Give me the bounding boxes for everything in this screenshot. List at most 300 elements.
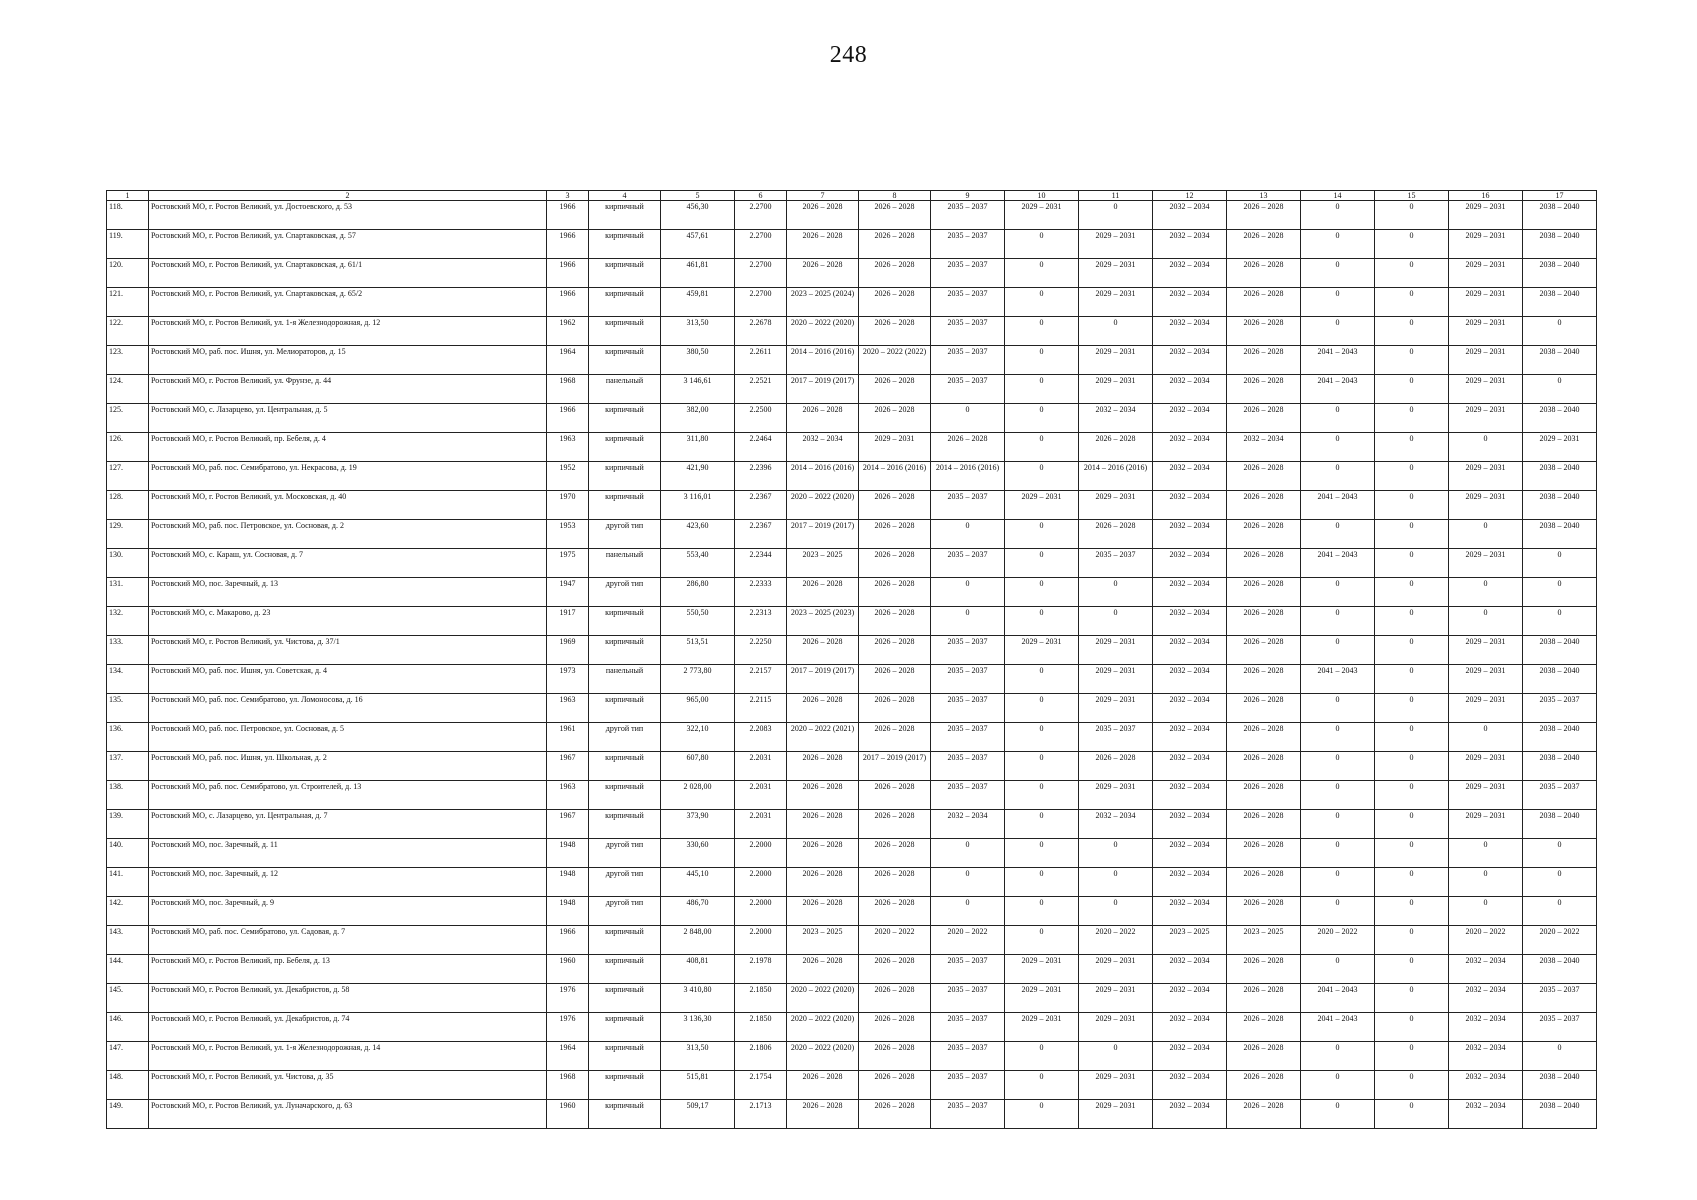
schedule-cell: 0 [1301, 201, 1375, 230]
schedule-cell: 0 [1301, 1071, 1375, 1100]
schedule-cell: 2032 – 2034 [1449, 984, 1523, 1013]
schedule-cell: 2026 – 2028 [1227, 317, 1301, 346]
row-number-cell: 145. [107, 984, 149, 1013]
area-cell: 313,50 [661, 1042, 735, 1071]
priority-index-cell: 2.2678 [735, 317, 787, 346]
wall-material-cell: другой тип [589, 520, 661, 549]
schedule-cell: 0 [1301, 230, 1375, 259]
column-number-cell: 7 [787, 191, 859, 201]
year-built-cell: 1948 [547, 868, 589, 897]
schedule-cell: 0 [1375, 694, 1449, 723]
schedule-cell: 2029 – 2031 [1449, 346, 1523, 375]
schedule-cell: 2035 – 2037 [931, 1013, 1005, 1042]
priority-index-cell: 2.2250 [735, 636, 787, 665]
schedule-cell: 2026 – 2028 [1227, 230, 1301, 259]
address-cell: Ростовский МО, раб. пос. Семибратово, ул. Ломоносова, д. 16 [149, 694, 547, 723]
schedule-cell: 2035 – 2037 [931, 259, 1005, 288]
schedule-cell: 0 [1301, 288, 1375, 317]
schedule-cell: 2029 – 2031 [1449, 781, 1523, 810]
table-row [107, 665, 1597, 694]
schedule-cell: 2038 – 2040 [1523, 636, 1597, 665]
schedule-cell: 2020 – 2022 (2020) [787, 317, 859, 346]
year-built-cell: 1963 [547, 694, 589, 723]
schedule-cell: 2026 – 2028 [859, 897, 931, 926]
table-row [107, 433, 1597, 462]
schedule-cell: 2026 – 2028 [1227, 752, 1301, 781]
schedule-cell: 0 [1375, 665, 1449, 694]
schedule-cell: 2026 – 2028 [859, 868, 931, 897]
schedule-cell: 2029 – 2031 [859, 433, 931, 462]
row-number-cell: 130. [107, 549, 149, 578]
priority-index-cell: 2.1754 [735, 1071, 787, 1100]
schedule-cell: 2029 – 2031 [1449, 549, 1523, 578]
area-cell: 2 773,80 [661, 665, 735, 694]
table-row [107, 839, 1597, 868]
schedule-cell: 2038 – 2040 [1523, 665, 1597, 694]
area-cell: 457,61 [661, 230, 735, 259]
schedule-cell: 0 [1301, 810, 1375, 839]
schedule-cell: 2032 – 2034 [1153, 549, 1227, 578]
priority-index-cell: 2.2700 [735, 288, 787, 317]
housing-register-table [106, 190, 1597, 1129]
schedule-cell: 2038 – 2040 [1523, 1071, 1597, 1100]
wall-material-cell: кирпичный [589, 636, 661, 665]
schedule-cell: 0 [1375, 607, 1449, 636]
schedule-cell: 2026 – 2028 [787, 259, 859, 288]
address-cell: Ростовский МО, раб. пос. Ишня, ул. Мелиораторов, д. 15 [149, 346, 547, 375]
schedule-cell: 0 [1005, 1042, 1079, 1071]
area-cell: 373,90 [661, 810, 735, 839]
schedule-cell: 2029 – 2031 [1079, 781, 1153, 810]
schedule-cell: 2026 – 2028 [1227, 868, 1301, 897]
year-built-cell: 1961 [547, 723, 589, 752]
area-cell: 459,81 [661, 288, 735, 317]
row-number-cell: 118. [107, 201, 149, 230]
table-row [107, 984, 1597, 1013]
schedule-cell: 0 [1079, 1042, 1153, 1071]
schedule-cell: 2029 – 2031 [1449, 636, 1523, 665]
row-number-cell: 137. [107, 752, 149, 781]
wall-material-cell: кирпичный [589, 1013, 661, 1042]
schedule-cell: 2017 – 2019 (2017) [787, 665, 859, 694]
address-cell: Ростовский МО, г. Ростов Великий, ул. Достоевского, д. 53 [149, 201, 547, 230]
schedule-cell: 2032 – 2034 [1079, 810, 1153, 839]
year-built-cell: 1968 [547, 375, 589, 404]
schedule-cell: 2032 – 2034 [1153, 984, 1227, 1013]
schedule-cell: 2032 – 2034 [1153, 955, 1227, 984]
schedule-cell: 0 [1005, 810, 1079, 839]
row-number-cell: 133. [107, 636, 149, 665]
address-cell: Ростовский МО, г. Ростов Великий, ул. Декабристов, д. 74 [149, 1013, 547, 1042]
schedule-cell: 2026 – 2028 [859, 781, 931, 810]
wall-material-cell: кирпичный [589, 810, 661, 839]
schedule-cell: 2026 – 2028 [1227, 810, 1301, 839]
priority-index-cell: 2.2000 [735, 897, 787, 926]
schedule-cell: 2026 – 2028 [859, 230, 931, 259]
row-number-cell: 119. [107, 230, 149, 259]
schedule-cell: 0 [1301, 404, 1375, 433]
row-number-cell: 147. [107, 1042, 149, 1071]
area-cell: 461,81 [661, 259, 735, 288]
schedule-cell: 2029 – 2031 [1523, 433, 1597, 462]
schedule-cell: 2026 – 2028 [1227, 375, 1301, 404]
year-built-cell: 1970 [547, 491, 589, 520]
table-row [107, 752, 1597, 781]
priority-index-cell: 2.2700 [735, 259, 787, 288]
wall-material-cell: кирпичный [589, 607, 661, 636]
year-built-cell: 1973 [547, 665, 589, 694]
schedule-cell: 0 [1375, 491, 1449, 520]
schedule-cell: 2020 – 2022 [859, 926, 931, 955]
column-number-cell: 17 [1523, 191, 1597, 201]
schedule-cell: 2029 – 2031 [1449, 404, 1523, 433]
schedule-cell: 2026 – 2028 [787, 955, 859, 984]
year-built-cell: 1964 [547, 1042, 589, 1071]
schedule-cell: 2035 – 2037 [931, 665, 1005, 694]
schedule-cell: 2035 – 2037 [931, 375, 1005, 404]
schedule-cell: 2017 – 2019 (2017) [859, 752, 931, 781]
table-row [107, 636, 1597, 665]
schedule-cell: 2029 – 2031 [1449, 375, 1523, 404]
schedule-cell: 2035 – 2037 [1523, 781, 1597, 810]
priority-index-cell: 2.2396 [735, 462, 787, 491]
schedule-cell: 2038 – 2040 [1523, 1100, 1597, 1129]
area-cell: 445,10 [661, 868, 735, 897]
schedule-cell: 2035 – 2037 [931, 346, 1005, 375]
schedule-cell: 2035 – 2037 [931, 955, 1005, 984]
schedule-cell: 2026 – 2028 [1227, 491, 1301, 520]
address-cell: Ростовский МО, пос. Заречный, д. 13 [149, 578, 547, 607]
schedule-cell: 2020 – 2022 (2022) [859, 346, 931, 375]
schedule-cell: 2026 – 2028 [859, 955, 931, 984]
schedule-cell: 2026 – 2028 [859, 1013, 931, 1042]
priority-index-cell: 2.2115 [735, 694, 787, 723]
register-sheet [106, 190, 1580, 1129]
schedule-cell: 2032 – 2034 [1153, 810, 1227, 839]
wall-material-cell: кирпичный [589, 694, 661, 723]
schedule-cell: 2014 – 2016 (2016) [859, 462, 931, 491]
area-cell: 286,80 [661, 578, 735, 607]
schedule-cell: 2023 – 2025 [1227, 926, 1301, 955]
priority-index-cell: 2.2700 [735, 201, 787, 230]
schedule-cell: 2041 – 2043 [1301, 549, 1375, 578]
row-number-cell: 124. [107, 375, 149, 404]
schedule-cell: 2029 – 2031 [1079, 1013, 1153, 1042]
schedule-cell: 2026 – 2028 [859, 317, 931, 346]
address-cell: Ростовский МО, г. Ростов Великий, ул. 1-я Железнодорожная, д. 14 [149, 1042, 547, 1071]
address-cell: Ростовский МО, пос. Заречный, д. 9 [149, 897, 547, 926]
schedule-cell: 2023 – 2025 [787, 926, 859, 955]
schedule-cell: 2026 – 2028 [1227, 781, 1301, 810]
row-number-cell: 140. [107, 839, 149, 868]
schedule-cell: 2035 – 2037 [1523, 984, 1597, 1013]
schedule-cell: 0 [1301, 694, 1375, 723]
schedule-cell: 0 [1375, 375, 1449, 404]
schedule-cell: 2026 – 2028 [787, 1100, 859, 1129]
priority-index-cell: 2.2367 [735, 491, 787, 520]
schedule-cell: 2029 – 2031 [1005, 201, 1079, 230]
schedule-cell: 2038 – 2040 [1523, 810, 1597, 839]
schedule-cell: 2026 – 2028 [787, 1071, 859, 1100]
area-cell: 408,81 [661, 955, 735, 984]
schedule-cell: 2032 – 2034 [1079, 404, 1153, 433]
schedule-cell: 2038 – 2040 [1523, 230, 1597, 259]
column-number-cell: 12 [1153, 191, 1227, 201]
table-row [107, 491, 1597, 520]
schedule-cell: 2035 – 2037 [931, 781, 1005, 810]
schedule-cell: 0 [1375, 984, 1449, 1013]
area-cell: 380,50 [661, 346, 735, 375]
schedule-cell: 2020 – 2022 [931, 926, 1005, 955]
schedule-cell: 0 [1449, 607, 1523, 636]
schedule-cell: 2026 – 2028 [787, 201, 859, 230]
column-number-cell: 10 [1005, 191, 1079, 201]
year-built-cell: 1966 [547, 259, 589, 288]
schedule-cell: 2032 – 2034 [1153, 1071, 1227, 1100]
schedule-cell: 0 [1005, 752, 1079, 781]
schedule-cell: 2041 – 2043 [1301, 1013, 1375, 1042]
schedule-cell: 2035 – 2037 [931, 230, 1005, 259]
year-built-cell: 1948 [547, 897, 589, 926]
wall-material-cell: кирпичный [589, 1071, 661, 1100]
schedule-cell: 0 [1523, 317, 1597, 346]
year-built-cell: 1967 [547, 752, 589, 781]
schedule-cell: 2014 – 2016 (2016) [1079, 462, 1153, 491]
schedule-cell: 2026 – 2028 [1227, 955, 1301, 984]
schedule-cell: 2020 – 2022 [1449, 926, 1523, 955]
table-row [107, 201, 1597, 230]
schedule-cell: 2020 – 2022 (2020) [787, 1042, 859, 1071]
schedule-cell: 2029 – 2031 [1449, 230, 1523, 259]
schedule-cell: 2026 – 2028 [859, 288, 931, 317]
area-cell: 513,51 [661, 636, 735, 665]
area-cell: 330,60 [661, 839, 735, 868]
column-number-row [107, 191, 1597, 201]
schedule-cell: 2032 – 2034 [1153, 578, 1227, 607]
year-built-cell: 1963 [547, 781, 589, 810]
schedule-cell: 2038 – 2040 [1523, 462, 1597, 491]
schedule-cell: 2026 – 2028 [1227, 984, 1301, 1013]
row-number-cell: 144. [107, 955, 149, 984]
schedule-cell: 2035 – 2037 [931, 1071, 1005, 1100]
schedule-cell: 2032 – 2034 [1153, 636, 1227, 665]
row-number-cell: 143. [107, 926, 149, 955]
schedule-cell: 2026 – 2028 [1079, 433, 1153, 462]
schedule-cell: 2026 – 2028 [859, 839, 931, 868]
table-row [107, 288, 1597, 317]
column-number-cell: 11 [1079, 191, 1153, 201]
schedule-cell: 2026 – 2028 [859, 1042, 931, 1071]
table-row [107, 404, 1597, 433]
schedule-cell: 2020 – 2022 [1301, 926, 1375, 955]
schedule-cell: 2032 – 2034 [1227, 433, 1301, 462]
schedule-cell: 2038 – 2040 [1523, 520, 1597, 549]
schedule-cell: 0 [1079, 868, 1153, 897]
schedule-cell: 2026 – 2028 [1227, 1042, 1301, 1071]
priority-index-cell: 2.2700 [735, 230, 787, 259]
schedule-cell: 2032 – 2034 [1153, 491, 1227, 520]
schedule-cell: 0 [1375, 288, 1449, 317]
schedule-cell: 2026 – 2028 [1227, 201, 1301, 230]
column-number-cell: 6 [735, 191, 787, 201]
year-built-cell: 1975 [547, 549, 589, 578]
year-built-cell: 1966 [547, 201, 589, 230]
table-row [107, 259, 1597, 288]
schedule-cell: 2026 – 2028 [1227, 607, 1301, 636]
schedule-cell: 2032 – 2034 [787, 433, 859, 462]
schedule-cell: 2026 – 2028 [859, 1100, 931, 1129]
schedule-cell: 0 [1005, 694, 1079, 723]
schedule-cell: 2038 – 2040 [1523, 288, 1597, 317]
address-cell: Ростовский МО, с. Караш, ул. Сосновая, д. 7 [149, 549, 547, 578]
row-number-cell: 127. [107, 462, 149, 491]
year-built-cell: 1976 [547, 1013, 589, 1042]
schedule-cell: 2029 – 2031 [1079, 1071, 1153, 1100]
row-number-cell: 142. [107, 897, 149, 926]
schedule-cell: 0 [1005, 346, 1079, 375]
column-number-cell: 16 [1449, 191, 1523, 201]
table-row [107, 462, 1597, 491]
schedule-cell: 2014 – 2016 (2016) [931, 462, 1005, 491]
wall-material-cell: кирпичный [589, 201, 661, 230]
schedule-cell: 2026 – 2028 [787, 694, 859, 723]
schedule-cell: 2026 – 2028 [1227, 897, 1301, 926]
schedule-cell: 2035 – 2037 [1523, 694, 1597, 723]
schedule-cell: 0 [1005, 839, 1079, 868]
schedule-cell: 2032 – 2034 [1153, 723, 1227, 752]
row-number-cell: 141. [107, 868, 149, 897]
schedule-cell: 2041 – 2043 [1301, 491, 1375, 520]
row-number-cell: 123. [107, 346, 149, 375]
schedule-cell: 2032 – 2034 [1153, 346, 1227, 375]
schedule-cell: 0 [1375, 520, 1449, 549]
priority-index-cell: 2.2521 [735, 375, 787, 404]
year-built-cell: 1967 [547, 810, 589, 839]
schedule-cell: 0 [1301, 1100, 1375, 1129]
table-row [107, 607, 1597, 636]
schedule-cell: 2026 – 2028 [787, 636, 859, 665]
wall-material-cell: кирпичный [589, 230, 661, 259]
schedule-cell: 2029 – 2031 [1005, 636, 1079, 665]
schedule-cell: 2026 – 2028 [859, 1071, 931, 1100]
schedule-cell: 2032 – 2034 [1449, 955, 1523, 984]
address-cell: Ростовский МО, раб. пос. Петровское, ул. Сосновая, д. 5 [149, 723, 547, 752]
year-built-cell: 1966 [547, 404, 589, 433]
schedule-cell: 2035 – 2037 [931, 491, 1005, 520]
schedule-cell: 2029 – 2031 [1449, 810, 1523, 839]
schedule-cell: 2038 – 2040 [1523, 259, 1597, 288]
schedule-cell: 2026 – 2028 [859, 665, 931, 694]
schedule-cell: 2038 – 2040 [1523, 752, 1597, 781]
wall-material-cell: кирпичный [589, 288, 661, 317]
schedule-cell: 2029 – 2031 [1449, 317, 1523, 346]
priority-index-cell: 2.1850 [735, 1013, 787, 1042]
schedule-cell: 0 [1375, 230, 1449, 259]
schedule-cell: 2032 – 2034 [1449, 1042, 1523, 1071]
year-built-cell: 1963 [547, 433, 589, 462]
area-cell: 965,00 [661, 694, 735, 723]
schedule-cell: 2035 – 2037 [931, 1100, 1005, 1129]
schedule-cell: 2026 – 2028 [859, 201, 931, 230]
year-built-cell: 1966 [547, 288, 589, 317]
schedule-cell: 0 [1375, 317, 1449, 346]
year-built-cell: 1962 [547, 317, 589, 346]
schedule-cell: 0 [1005, 868, 1079, 897]
schedule-cell: 0 [1301, 781, 1375, 810]
schedule-cell: 0 [931, 404, 1005, 433]
wall-material-cell: кирпичный [589, 317, 661, 346]
row-number-cell: 129. [107, 520, 149, 549]
schedule-cell: 2017 – 2019 (2017) [787, 375, 859, 404]
row-number-cell: 121. [107, 288, 149, 317]
area-cell: 3 410,80 [661, 984, 735, 1013]
schedule-cell: 0 [1005, 317, 1079, 346]
row-number-cell: 134. [107, 665, 149, 694]
row-number-cell: 138. [107, 781, 149, 810]
schedule-cell: 2023 – 2025 [1153, 926, 1227, 955]
schedule-cell: 0 [1375, 462, 1449, 491]
table-row [107, 317, 1597, 346]
schedule-cell: 2029 – 2031 [1449, 491, 1523, 520]
address-cell: Ростовский МО, с. Лазарцево, ул. Центральная, д. 5 [149, 404, 547, 433]
schedule-cell: 2035 – 2037 [931, 288, 1005, 317]
schedule-cell: 2026 – 2028 [787, 781, 859, 810]
area-cell: 421,90 [661, 462, 735, 491]
priority-index-cell: 2.2313 [735, 607, 787, 636]
year-built-cell: 1969 [547, 636, 589, 665]
schedule-cell: 2035 – 2037 [931, 752, 1005, 781]
schedule-cell: 0 [1301, 259, 1375, 288]
schedule-cell: 0 [1375, 1071, 1449, 1100]
row-number-cell: 132. [107, 607, 149, 636]
priority-index-cell: 2.2031 [735, 781, 787, 810]
schedule-cell: 0 [1375, 259, 1449, 288]
address-cell: Ростовский МО, г. Ростов Великий, ул. Спартаковская, д. 61/1 [149, 259, 547, 288]
schedule-cell: 0 [1523, 868, 1597, 897]
schedule-cell: 0 [931, 839, 1005, 868]
priority-index-cell: 2.2031 [735, 810, 787, 839]
schedule-cell: 0 [1375, 781, 1449, 810]
wall-material-cell: кирпичный [589, 491, 661, 520]
schedule-cell: 0 [1301, 752, 1375, 781]
table-row [107, 868, 1597, 897]
area-cell: 550,50 [661, 607, 735, 636]
table-row [107, 723, 1597, 752]
schedule-cell: 2041 – 2043 [1301, 665, 1375, 694]
address-cell: Ростовский МО, раб. пос. Ишня, ул. Советская, д. 4 [149, 665, 547, 694]
schedule-cell: 2029 – 2031 [1079, 259, 1153, 288]
schedule-cell: 2026 – 2028 [1227, 346, 1301, 375]
address-cell: Ростовский МО, г. Ростов Великий, ул. Спартаковская, д. 65/2 [149, 288, 547, 317]
area-cell: 322,10 [661, 723, 735, 752]
row-number-cell: 122. [107, 317, 149, 346]
schedule-cell: 2032 – 2034 [1153, 868, 1227, 897]
schedule-cell: 2026 – 2028 [859, 984, 931, 1013]
schedule-cell: 2029 – 2031 [1079, 230, 1153, 259]
schedule-cell: 0 [1449, 578, 1523, 607]
schedule-cell: 2020 – 2022 (2021) [787, 723, 859, 752]
schedule-cell: 2029 – 2031 [1449, 259, 1523, 288]
schedule-cell: 2029 – 2031 [1449, 665, 1523, 694]
schedule-cell: 0 [1301, 868, 1375, 897]
schedule-cell: 0 [1301, 839, 1375, 868]
table-row [107, 1071, 1597, 1100]
schedule-cell: 0 [1375, 1042, 1449, 1071]
schedule-cell: 0 [1523, 549, 1597, 578]
schedule-cell: 2035 – 2037 [931, 984, 1005, 1013]
wall-material-cell: кирпичный [589, 346, 661, 375]
column-number-cell: 3 [547, 191, 589, 201]
